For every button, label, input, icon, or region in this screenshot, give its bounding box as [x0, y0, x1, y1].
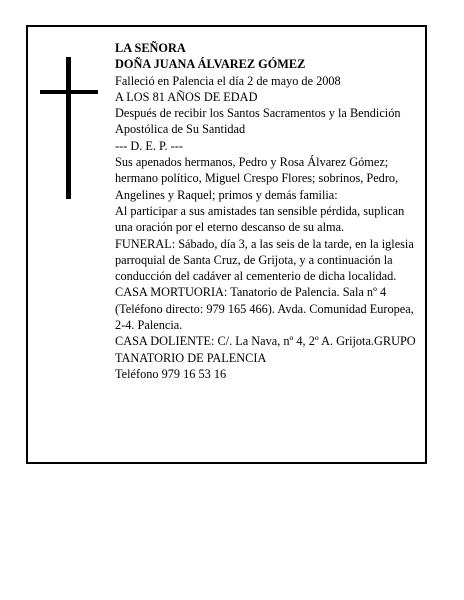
cross-vertical-bar	[66, 57, 71, 199]
sacraments-paragraph: Después de recibir los Santos Sacramentos y la Bendición Apostólica de Su Santidad	[115, 106, 401, 137]
family-paragraph: Sus apenados hermanos, Pedro y Rosa Álvarez Gómez; hermano político, Miguel Crespo Flores; sobrinos, Pedro, Angelines y Raquel; primos y demás familia:	[115, 155, 399, 202]
notice-title-line-1: LA SEÑORA	[115, 41, 186, 55]
mourning-house-paragraph: CASA DOLIENTE: C/. La Nava, nº 4, 2º A. Grijota.GRUPO TANATORIO DE PALENCIA	[115, 334, 416, 365]
death-date-line: Falleció en Palencia el día 2 de mayo de 2008	[115, 73, 341, 88]
rip-line: --- D. E. P. ---	[115, 138, 183, 153]
mortuary-paragraph: CASA MORTUORIA: Tanatorio de Palencia. Sala nº 4 (Teléfono directo: 979 165 466). Avda. Comunidad Europea, 2-4. Palencia.	[115, 285, 414, 333]
phone-line: Teléfono 979 16 53 16	[115, 366, 227, 381]
prayer-request-paragraph: Al participar a sus amistades tan sensible pérdida, suplican una oración por el eterno descanso de su alma.	[115, 203, 405, 235]
deceased-name: DOÑA JUANA ÁLVAREZ GÓMEZ	[115, 57, 306, 72]
age-line: A LOS 81 AÑOS DE EDAD	[115, 89, 258, 104]
funeral-paragraph: FUNERAL: Sábado, día 3, a las seis de la tarde, en la iglesia parroquial de Santa Cruz, de Grijota, y a continuación la conducción del cadáver al cementerio de dicha localidad.	[115, 236, 414, 284]
cross-horizontal-bar	[40, 90, 98, 94]
obituary-notice	[26, 25, 427, 464]
notice-text-block	[115, 40, 421, 382]
